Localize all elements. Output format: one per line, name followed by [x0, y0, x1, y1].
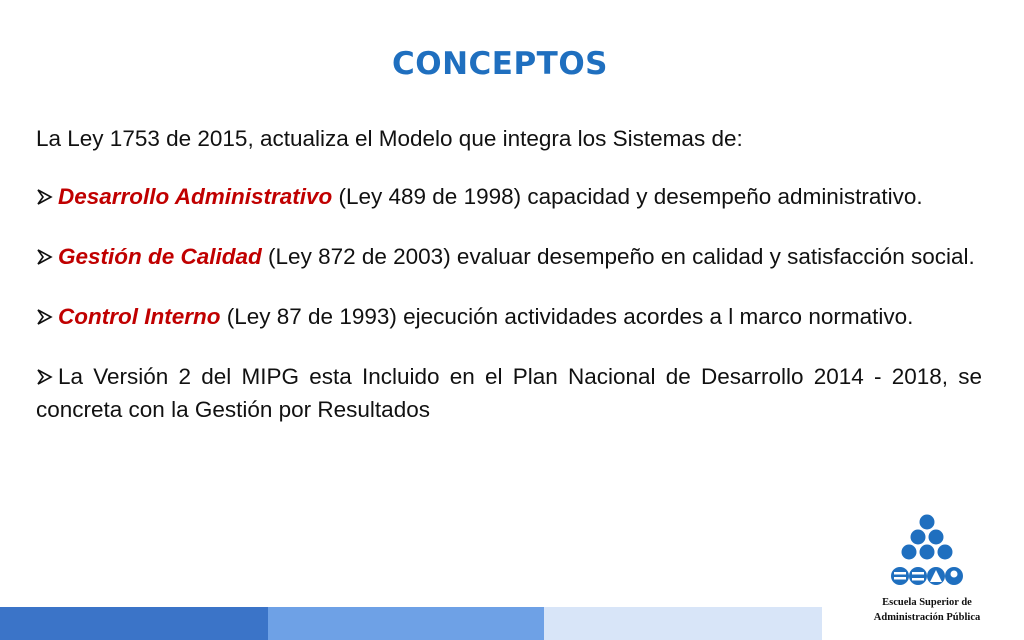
arrow-bullet-icon	[36, 183, 58, 214]
arrow-bullet-icon	[36, 363, 58, 394]
slide-body	[36, 123, 982, 452]
esap-logo-icon	[882, 512, 972, 592]
footer-bar-dark	[0, 607, 268, 640]
bullet-emphasis: Desarrollo Administrativo	[58, 184, 333, 209]
intro-text: La Ley 1753 de 2015, actualiza el Modelo que integra los Sistemas de:	[36, 126, 743, 151]
bullet-text: La Versión 2 del MIPG esta Incluido en el Plan Nacional de Desarrollo 2014 - 2018, se concreta con la Gestión por Resultados	[36, 364, 982, 422]
bullet-emphasis: Control Interno	[58, 304, 221, 329]
bullet-text: (Ley 872 de 2003) evaluar desempeño en calidad y satisfacción social.	[261, 244, 975, 269]
logo-line-2: Administración Pública	[873, 612, 981, 623]
arrow-bullet-icon	[36, 243, 58, 274]
bullet-item-4	[36, 361, 982, 425]
bullet-text: (Ley 489 de 1998) capacidad y desempeño administrativo.	[332, 184, 923, 209]
bullet-item-2	[36, 241, 982, 274]
bullet-item-3	[36, 301, 982, 334]
slide-title: CONCEPTOS	[391, 46, 609, 82]
bullet-item-1	[36, 181, 982, 214]
footer-bar-mid	[268, 607, 544, 640]
logo-caption	[868, 595, 986, 625]
arrow-bullet-icon	[36, 303, 58, 334]
bullet-emphasis: Gestión de Calidad	[58, 244, 262, 269]
esap-logo	[868, 512, 986, 628]
logo-line-1: Escuela Superior de	[882, 597, 972, 608]
footer-bar-light	[544, 607, 822, 640]
bullet-text: (Ley 87 de 1993) ejecución actividades acordes a l marco normativo.	[220, 304, 914, 329]
